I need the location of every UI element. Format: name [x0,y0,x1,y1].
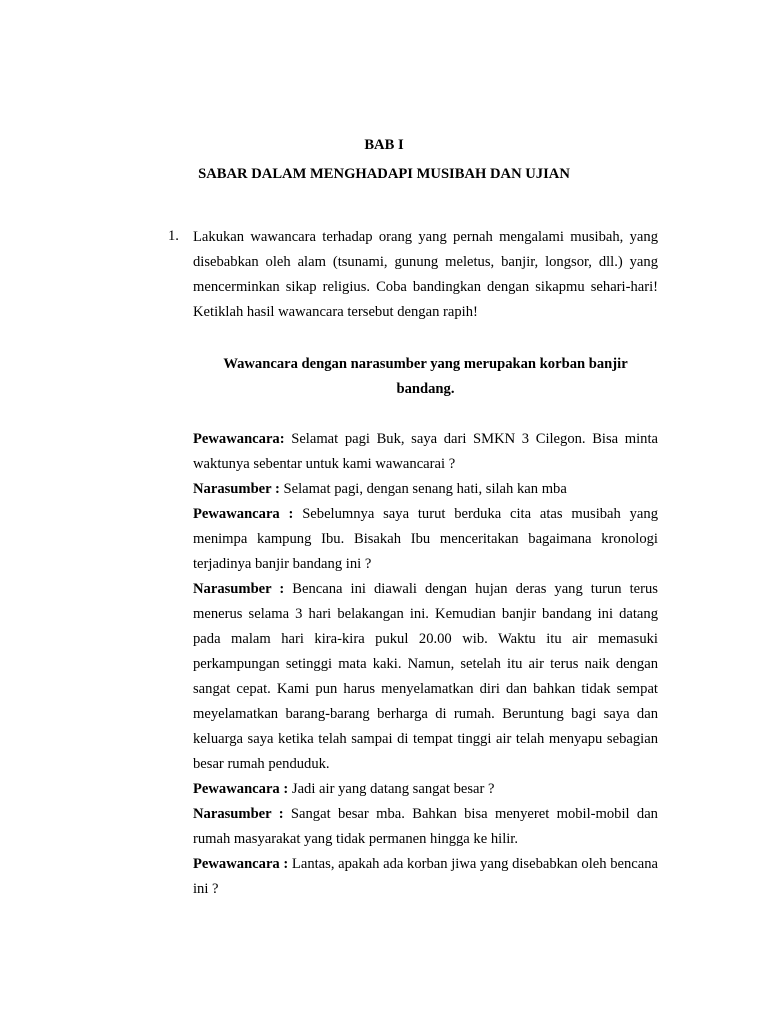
dialog-text: Sangat besar mba. Bahkan bisa menyeret mobil-mobil dan rumah masyarakat yang tidak permanen hingga ke hilir. [193,806,658,847]
dialog-text: Selamat pagi, dengan senang hati, silah kan mba [279,481,567,497]
interview-title: Wawancara dengan narasumber yang merupakan korban banjir bandang. [223,356,628,397]
dialog-speaker: Narasumber : [193,481,280,497]
dialog-text: Bencana ini diawali dengan hujan deras yang turun terus menerus selama 3 hari belakangan ini. Kemudian banjir bandang ini datang pada malam hari kira-kira pukul 20.00 wib. Waktu itu air memasuki perkampungan setinggi mata kaki. Namun, setelah itu air terus naik dengan sangat cepat. Kami pun harus menyelamatkan diri dan bahkan tidak sempat meyelamatkan barang-barang berharga di rumah. Beruntung bagi saya dan keluarga saya ketika telah sampai di tempat tinggi air telah menyapu sebagian besar rumah penduduk. [193,581,658,772]
dialog-speaker: Narasumber : [193,581,285,597]
dialog-text: Sebelumnya saya turut berduka cita atas musibah yang menimpa kampung Ibu. Bisakah Ibu menceritakan bagaimana kronologi terjadinya banjir bandang ini ? [193,506,658,572]
dialog-turn [193,852,658,902]
dialog-text: Jadi air yang datang sangat besar ? [288,781,495,797]
task-text: Lakukan wawancara terhadap orang yang pernah mengalami musibah, yang disebabkan oleh alam (tsunami, gunung meletus, banjir, longsor, dll.) yang mencerminkan sikap religius. Coba bandingkan dengan sikapmu sehari-hari! Ketiklah hasil wawancara tersebut dengan rapih! [193,229,658,320]
dialog-turn [193,477,658,502]
dialog-turn [193,777,658,802]
chapter-title: SABAR DALAM MENGHADAPI MUSIBAH DAN UJIAN [198,166,570,182]
dialog-speaker: Pewawancara: [193,431,285,447]
dialog-turn [193,577,658,777]
dialog-turn [193,502,658,577]
interview-dialog [193,427,658,902]
dialog-speaker: Pewawancara : [193,506,294,522]
dialog-speaker: Pewawancara : [193,856,289,872]
dialog-turn [193,427,658,477]
dialog-speaker: Narasumber : [193,806,284,822]
dialog-text: Selamat pagi Buk, saya dari SMKN 3 Cilegon. Bisa minta waktunya sebentar untuk kami wawancarai ? [193,431,658,472]
task-number: 1. [168,228,179,244]
dialog-text: Lantas, apakah ada korban jiwa yang disebabkan oleh bencana ini ? [193,856,658,897]
dialog-turn [193,802,658,852]
dialog-speaker: Pewawancara : [193,781,289,797]
chapter-number: BAB I [364,137,404,153]
